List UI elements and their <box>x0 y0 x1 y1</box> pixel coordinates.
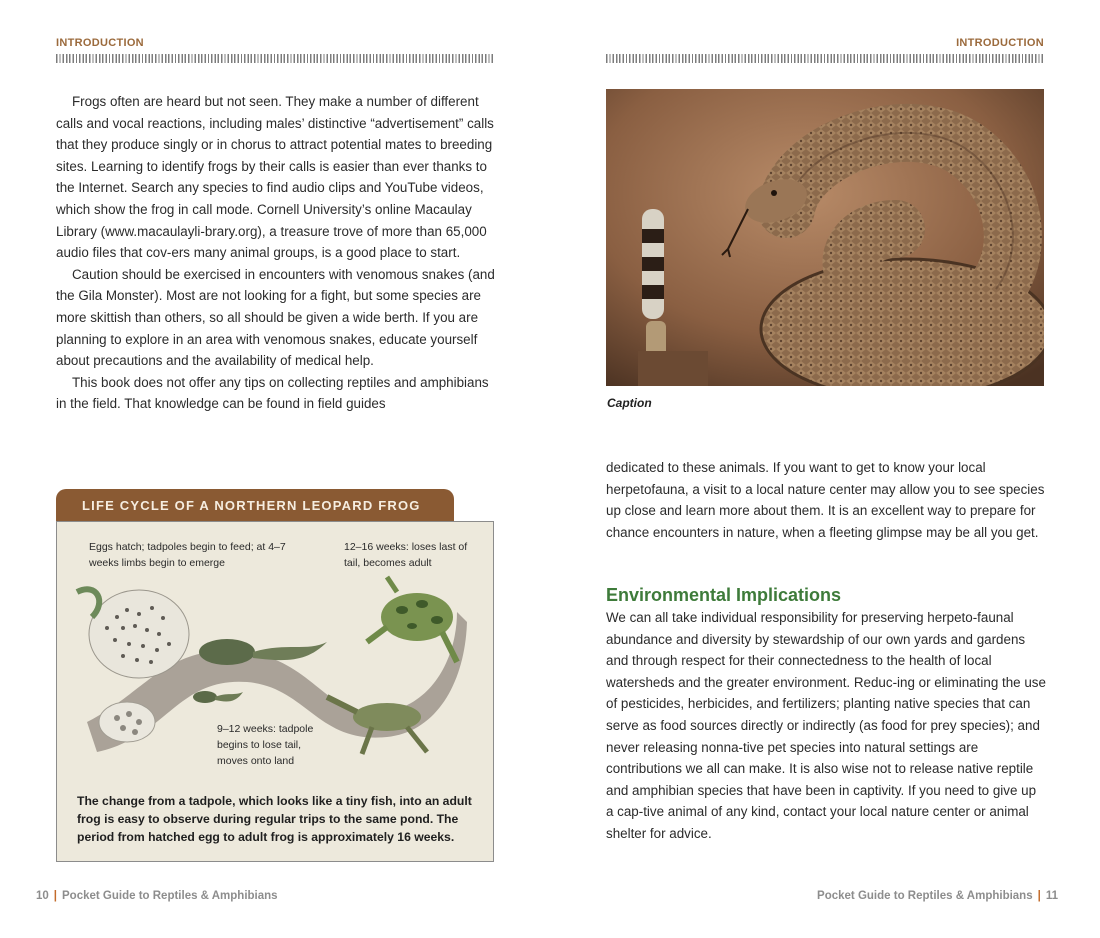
book-title: Pocket Guide to Reptiles & Amphibians <box>62 890 278 902</box>
page-footer <box>36 890 278 902</box>
footer-separator: | <box>53 890 58 902</box>
section-text-block <box>606 607 1046 845</box>
running-head: INTRODUCTION <box>956 37 1044 49</box>
rattlesnake-photo <box>606 89 1044 386</box>
photo-caption: Caption <box>607 396 652 410</box>
paragraph: This book does not offer any tips on collecting reptiles and amphibians in the field. That knowledge can be found in field guides <box>56 374 489 412</box>
footer-separator: | <box>1037 890 1041 902</box>
rattlesnake-image <box>606 89 1044 386</box>
sidebar-title: LIFE CYCLE OF A NORTHERN LEOPARD FROG <box>56 489 454 523</box>
label-eggs: Eggs hatch; tadpoles begin to feed; at 4–7 weeks limbs begin to emerge <box>89 541 286 569</box>
header-rule <box>56 54 494 63</box>
left-body-text <box>56 91 496 415</box>
header-rule <box>606 54 1044 63</box>
life-cycle-sidebar <box>56 521 494 862</box>
sidebar-caption: The change from a tadpole, which looks like a tiny fish, into an adult frog is easy to observe during regular trips to the same pond. The period from hatched egg to adult frog is approximately 16 weeks. <box>77 794 472 844</box>
paragraph: We can all take individual responsibility for preserving herpeto-faunal abundance and diversity by stewardship of our own yards and gardens and through respect for their connectedness to the health of local watersheds and the greater environment. Reduc-ing or eliminating the use of pesticides, herbicides, and fertilizers; planting native species that can serve as food sources directly or indirectly (as food for prey species); and never releasing nonna-tive pet species into natural settings are contributions we all can make. It is also wise not to release native reptile and amphibian species that have been in captivity. If you need to give up a cap-tive animal of any kind, contact your local nature center or animal shelter for advice. <box>606 610 1046 841</box>
right-page <box>550 0 1100 938</box>
continued-text-block <box>606 457 1046 543</box>
label-adult: 12–16 weeks: loses last of tail, becomes adult <box>344 541 468 569</box>
label-tadpole: 9–12 weeks: tadpole begins to lose tail, moves onto land <box>217 723 314 767</box>
page-footer <box>817 890 1058 902</box>
book-title: Pocket Guide to Reptiles & Amphibians <box>817 890 1033 902</box>
paragraph: dedicated to these animals. If you want to get to know your local herpetofauna, a visit to a local nature center may allow you to see species up close and learn more about them. It is an excellent way to prepare for chance encounters in nature, when a fleeting glimpse may be all you get. <box>606 460 1045 540</box>
page-number: 10 <box>36 890 49 902</box>
paragraph: Caution should be exercised in encounters with venomous snakes (and the Gila Monster). Most are not looking for a fight, but some species are more skittish than others, so all should be given a wide berth. If you are planning to explore in an area with venomous snakes, educate yourself about precautions and the availability of medical help. <box>56 266 495 369</box>
paragraph: Frogs often are heard but not seen. They make a number of different calls and vocal reactions, including males’ distinctive “advertisement” calls that they produce singly or in chorus to attract potential mates to breeding sites. Learning to identify frogs by their calls is easier than ever thanks to the Internet. Search any species to find audio clips and YouTube videos, which show the frog in call mode. Cornell University’s online Macaulay Library (www.macaulayli-brary.org), a treasure trove of more than 65,000 audio files that cov-ers many animal groups, is a good place to start. <box>56 94 494 261</box>
page-number: 11 <box>1045 890 1058 902</box>
section-heading: Environmental Implications <box>606 585 842 605</box>
running-head: INTRODUCTION <box>56 37 144 49</box>
